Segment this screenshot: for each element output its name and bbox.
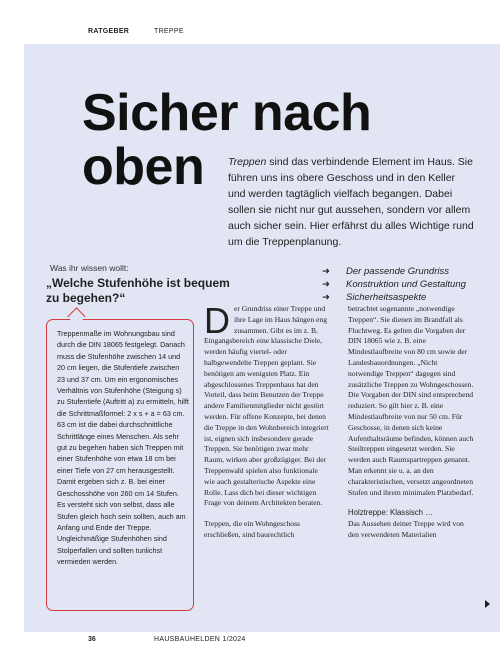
topic-list — [322, 265, 466, 304]
body-paragraph: Das Aussehen deiner Treppe wird von den verwendeten Materialien — [348, 519, 464, 539]
top-header — [0, 0, 500, 44]
article-intro — [228, 154, 474, 250]
body-column-2 — [348, 304, 474, 541]
title-line-2: oben — [82, 138, 205, 196]
topic-label: Der passende Grundriss — [346, 266, 449, 277]
section-label: RATGEBER — [88, 28, 130, 35]
answer-box — [46, 319, 194, 611]
section-subhead: Holztreppe: Klassisch … — [348, 508, 433, 518]
subsection-label: TREPPE — [154, 28, 184, 35]
body-column-1 — [204, 300, 330, 541]
arrow-right-icon: ➜ — [322, 266, 330, 277]
arrow-right-icon: ➜ — [322, 292, 330, 303]
reader-question: „Welche Stufenhöhe ist bequem zu begehen?“ — [46, 276, 230, 305]
topic-item — [322, 278, 466, 291]
body-paragraph: betrachtet sogenannte „notwendige Treppen“. Sie dienen im Brandfall als Fluchtweg. Es gelten die Vorgaben der DIN 18065 wie z. B. eine Mindestlaufbreite von 80 cm sowie der Landesbauordnungen. „Nicht notwendige Treppen“ dagegen sind zusätzliche Treppen zu Wohngeschossen. Die Vorgaben der DIN sind entsprechend reduziert. So gilt hier z. B. eine Mindestlaufbreite von nur 50 cm. Für Geschosse, in denen sich keine Aufenthaltsräume befinden, können auch Steiltreppen eingesetzt werden. Sie werden auch Raumspartreppen genannt. Man erkennt sie u. a. an den charakteristischen, versetzt angeordneten Stufen und ihrem minimalen Platzbedarf. — [348, 304, 474, 497]
body-paragraph: Treppen, die ein Wohngeschoss erschließen, sind baurechtlich — [204, 519, 300, 539]
topic-label: Sicherheitsaspekte — [346, 292, 427, 303]
arrow-right-icon: ➜ — [322, 279, 330, 290]
topic-label: Konstruktion und Gestaltung — [346, 279, 466, 290]
topic-item — [322, 265, 466, 278]
page-number: 36 — [88, 636, 96, 643]
magazine-name: HAUSBAUHELDEN 1/2024 — [154, 636, 246, 643]
answer-text: Treppenmaße im Wohnungsbau sind durch die DIN 18065 festgelegt. Danach muss die Stufenhöhe zwischen 14 und 20 cm liegen, die Stufentiefe zwischen 23 und 37 cm. Um ein ergonomisches Verhältnis von Stufenhöhe (Steigung s) zu Stufentiefe (Auftritt a) zu ermitteln, hilft die Schrittmaßformel: 2 x s + a = 63 cm. 63 cm ist die dabei durchschnittliche Schrittlänge eines Menschen. Als sehr gut zu begehen haben sich Treppen mit einer Stufenhöhe von etwa 18 cm bei einer Tiefe von 27 cm herausgestellt. Damit ergeben sich z. B. bei einer Geschosshöhe von 260 cm 14 Stufen. Es versteht sich von selbst, dass alle Stufen gleich hoch sein sollten, auch am Anfang und Ende der Treppe. Ungleichmäßige Stufenhöhen sind Stolperfallen und sollten tunlichst vermieden werden. — [57, 329, 189, 567]
drop-cap: D — [204, 300, 230, 341]
topic-item — [322, 291, 466, 304]
body-paragraph: er Grundriss einer Treppe und ihre Lage im Haus hängen eng zusammen. Gibt es im z. B. Eingangsbereich eine klassische Diele, werden häufig viertel- oder halbgewendelte Treppen geplant. Sie benötigen am wenigsten Platz. Ein abgeschlossenes Treppenhaus hat den Vorteil, dass beim Benutzen der Treppe andere Familienmitglieder nicht gestört werden. Für offene Konzepte, bei denen die Treppe in den Wohnbereich integriert ist, eignen sich insbesondere gerade Treppen. Sie benötigen zwar mehr Raum, wirken aber großzügiger. Bei der Treppenwahl spielen also funktionale wie auch gestalterische Aspekte eine Rolle. Lass dich bei dieser wichtigen Frage von deinem Architekten beraten. — [204, 304, 329, 508]
question-kicker: Was ihr wissen wollt: — [50, 263, 129, 273]
intro-text: sind das verbindende Element im Haus. Sie führen uns ins obere Geschoss und in den Keller und werden tagtäglich vielfach begangen. Dabei sollen sie nicht nur gut aussehen, sondern vor allem auch sicher sein. Hier erfährst du alles Wichtige rund um die Treppenplanung. — [228, 156, 474, 248]
continue-arrow-icon — [485, 600, 490, 608]
title-line-1: Sicher nach — [82, 84, 372, 142]
intro-lead: Treppen — [228, 156, 267, 168]
